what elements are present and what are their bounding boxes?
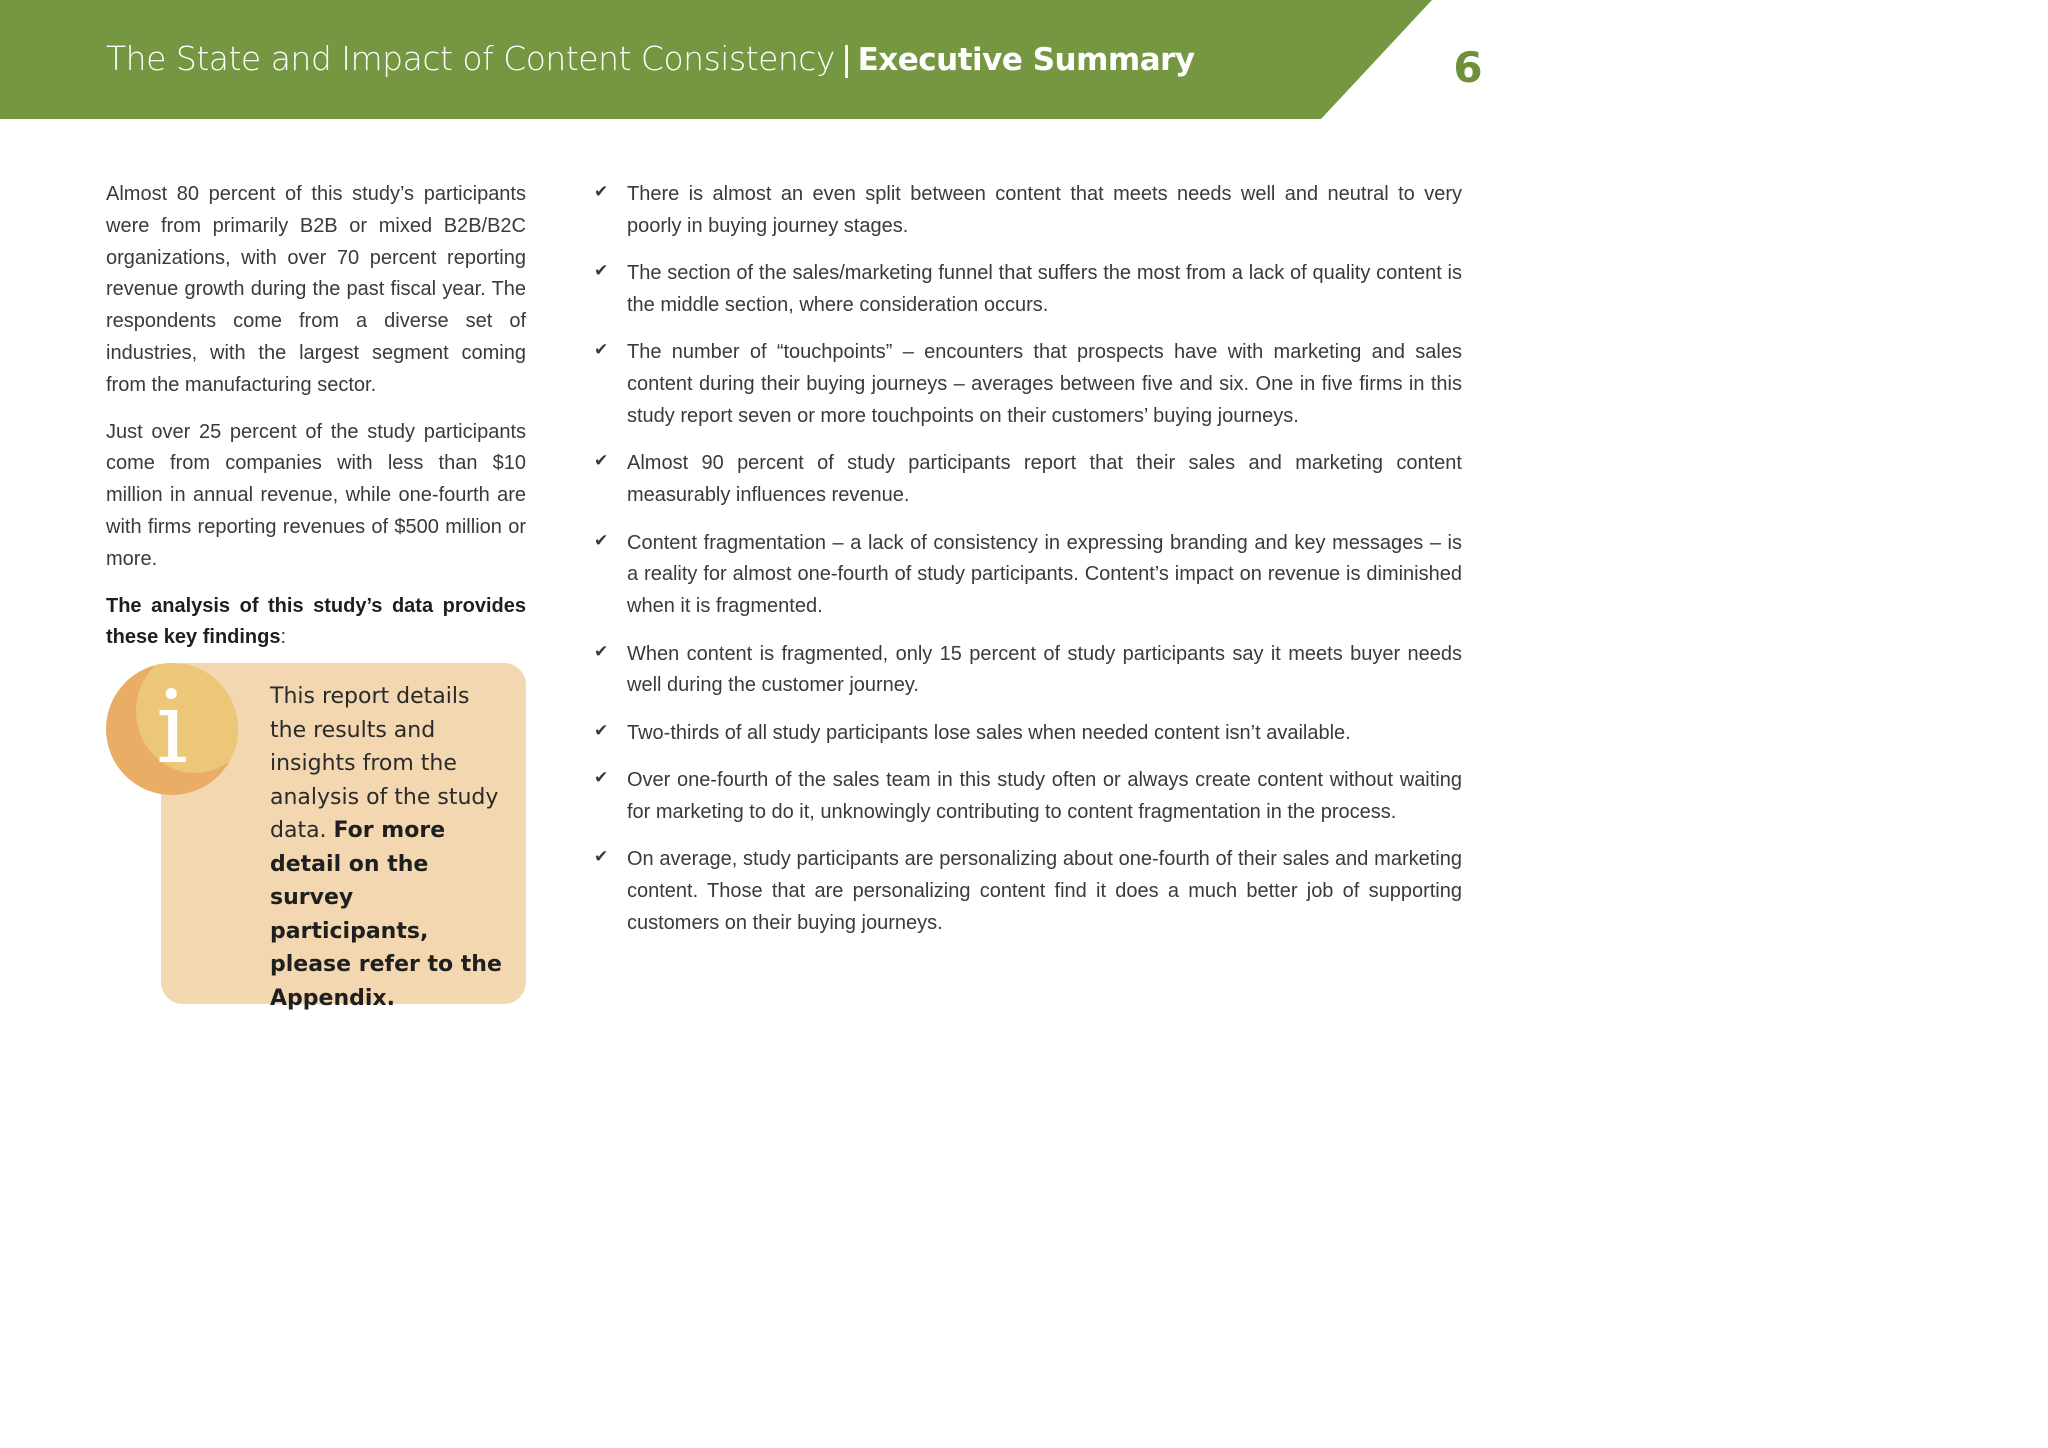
key-findings-list (594, 179, 1462, 955)
findings-lead-bold: The analysis of this study’s data provides these key findings (106, 594, 526, 649)
title-separator: | (840, 39, 852, 78)
finding-text: Almost 90 percent of study participants report that their sales and marketing content measurably influences revenue. (627, 452, 1462, 507)
info-callout-text (270, 680, 510, 1015)
finding-text: There is almost an even split between content that meets needs well and neutral to very poorly in buying journey stages. (627, 183, 1462, 237)
info-icon (106, 663, 238, 795)
section-title: Executive Summary (857, 42, 1195, 78)
finding-item (594, 448, 1462, 512)
intro-column (106, 179, 526, 669)
findings-lead (106, 591, 526, 655)
intro-paragraph: Almost 80 percent of this study’s participants were from primarily B2B or mixed B2B/B2C organizations, with over 70 percent reporting revenue growth during the past fiscal year. The respondents come from a diverse set of industries, with the largest segment coming from the manufacturing sector. (106, 183, 526, 396)
finding-item (594, 179, 1462, 243)
finding-item (594, 765, 1462, 829)
check-icon: ✔ (594, 530, 609, 550)
finding-text: Content fragmentation – a lack of consistency in expressing branding and key messages – is a reality for almost one-fourth of study participants. Content’s impact on revenue is diminished when it is fragmented. (627, 531, 1462, 618)
finding-text: Over one-fourth of the sales team in this study often or always create content without waiting for marketing to do it, unknowingly contributing to content fragmentation in the process. (627, 769, 1462, 823)
check-icon: ✔ (594, 847, 609, 867)
check-icon: ✔ (594, 768, 609, 788)
finding-item (594, 258, 1462, 322)
report-title: The State and Impact of Content Consistency (106, 39, 835, 78)
finding-text: The section of the sales/marketing funnel that suffers the most from a lack of quality content is the middle section, where consideration occurs. (627, 262, 1462, 316)
info-icon-glyph: i (156, 669, 188, 786)
check-icon: ✔ (594, 261, 609, 281)
finding-item (594, 528, 1462, 623)
check-icon: ✔ (594, 720, 609, 740)
check-icon: ✔ (594, 340, 609, 360)
finding-item (594, 337, 1462, 432)
findings-lead-colon: : (280, 626, 287, 649)
check-icon: ✔ (594, 451, 609, 471)
intro-paragraph: Just over 25 percent of the study participants come from companies with less than $10 million in annual revenue, while one-fourth are with firms reporting revenues of $500 million or more. (106, 420, 526, 570)
check-icon: ✔ (594, 641, 609, 661)
finding-text: Two-thirds of all study participants lose sales when needed content isn’t available. (627, 721, 1351, 744)
finding-text: The number of “touchpoints” – encounters that prospects have with marketing and sales content during their buying journeys – averages between five and six. One in five firms in this study report seven or more touchpoints on their customers’ buying journeys. (627, 341, 1462, 427)
page-title (106, 34, 1195, 84)
finding-item (594, 844, 1462, 939)
page-number: 6 (1453, 43, 1483, 92)
check-icon: ✔ (594, 182, 609, 201)
info-callout-body: This report details the results and insights from the analysis of the study data. (270, 684, 499, 843)
finding-text: On average, study participants are personalizing about one-fourth of their sales and marketing content. Those that are personalizing content find it does a much better job of supporting customers on their buying journeys. (627, 848, 1462, 934)
finding-item (594, 718, 1462, 750)
info-callout-appendix-note: For more detail on the survey participants, please refer to the Appendix. (270, 818, 502, 1011)
finding-text: When content is fragmented, only 15 percent of study participants say it meets buyer needs well during the customer journey. (627, 642, 1462, 697)
finding-item (594, 639, 1462, 703)
